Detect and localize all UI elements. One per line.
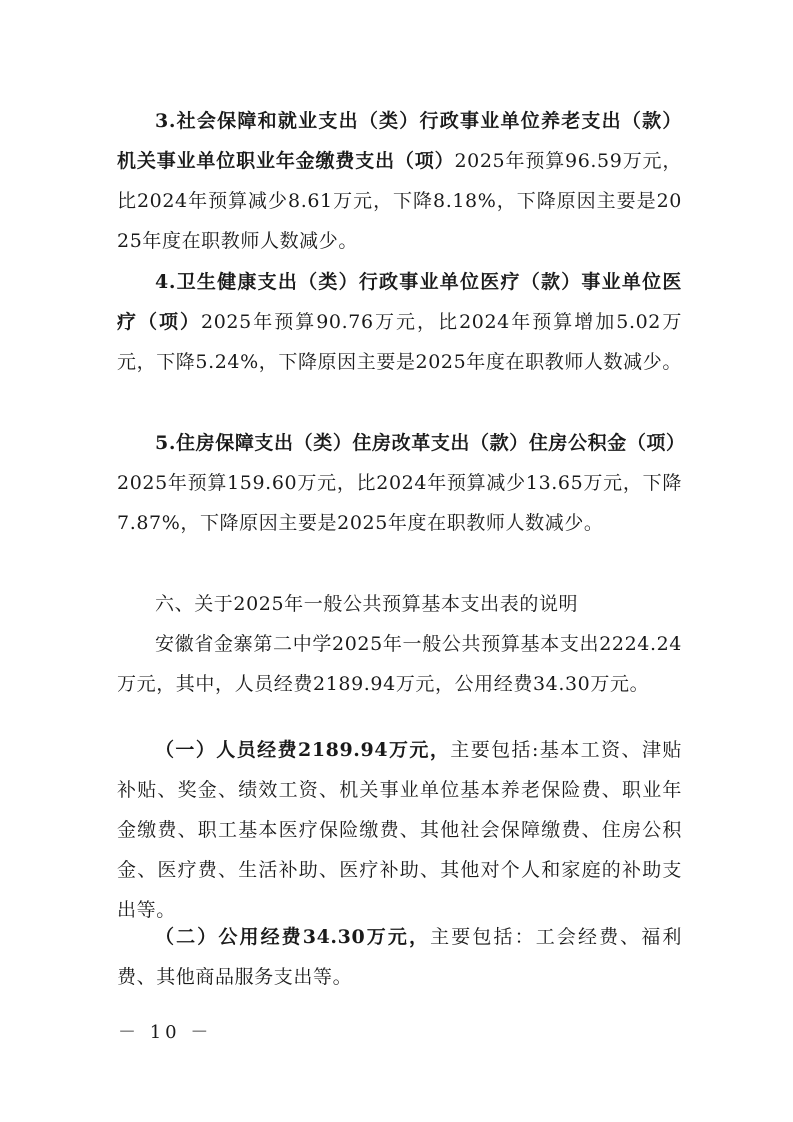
item-4-body: 2025年预算90.76万元，比2024年预算增加5.02万元，下降5.24%，下降原因主要是2025年度在职教师人数减少。: [117, 311, 683, 373]
personnel-lead: （一）人员经费2189.94万元，: [155, 739, 451, 761]
public-lead: （二）公用经费34.30万元，: [155, 926, 431, 948]
paragraph-public: [117, 917, 682, 997]
paragraph-item-4: [117, 262, 682, 382]
item-5-lead: 5.住房保障支出（类）住房改革支出（款）住房公积金（项）: [155, 432, 686, 454]
section-heading: 六、关于2025年一般公共预算基本支出表的说明: [155, 593, 579, 615]
personnel-body: 主要包括:基本工资、津贴补贴、奖金、绩效工资、机关事业单位基本养老保险费、职业年金缴费、职工基本医疗保险缴费、其他社会保障缴费、住房公积金、医疗费、生活补助、医疗补助、其他对个人和家庭的补助支出等。: [117, 739, 682, 921]
item-5-body: 2025年预算159.60万元，比2024年预算减少13.65万元，下降7.87%，下降原因主要是2025年度在职教师人数减少。: [117, 472, 682, 534]
paragraph-item-5: [117, 423, 686, 543]
paragraph-item-3: [117, 101, 682, 261]
item-4-lead: 4.卫生健康支出（类）行政事业单位医疗（款）事业单位医疗（项）: [117, 271, 682, 333]
section-intro: 安徽省金寨第二中学2025年一般公共预算基本支出2224.24万元，其中，人员经费2189.94万元，公用经费34.30万元。: [117, 633, 682, 695]
paragraph-personnel: [117, 730, 682, 930]
item-3-lead: 3.社会保障和就业支出（类）行政事业单位养老支出（款）机关事业单位职业年金缴费支出（项）: [117, 110, 682, 172]
page-number: － 10 －: [118, 1022, 213, 1043]
public-body: 主要包括：工会经费、福利费、其他商品服务支出等。: [117, 926, 683, 988]
item-3-body: 2025年预算96.59万元，比2024年预算减少8.61万元，下降8.18%，下降原因主要是2025年度在职教师人数减少。: [117, 150, 682, 252]
